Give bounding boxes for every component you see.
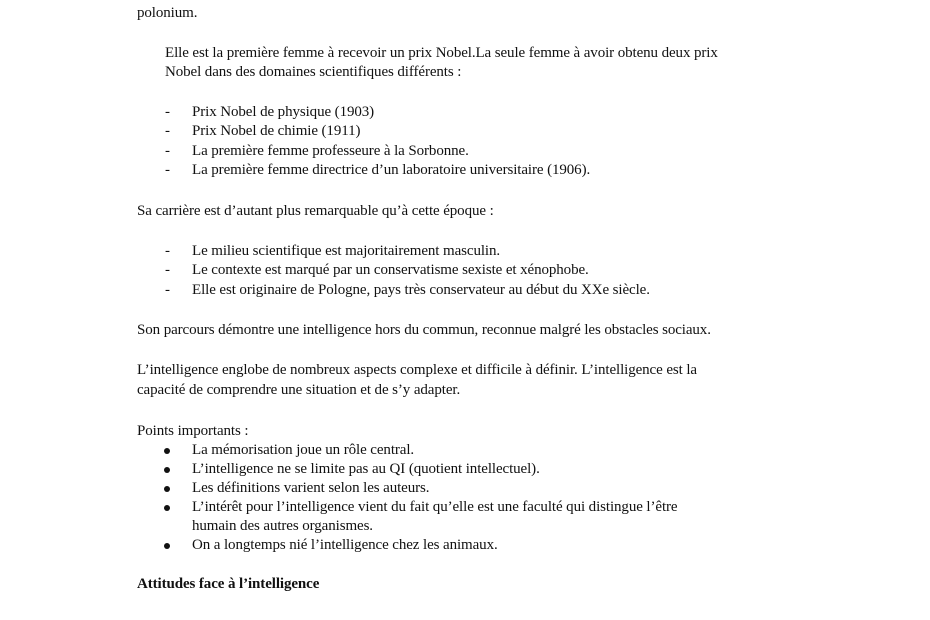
bullet-dot: [164, 486, 170, 492]
dash-marker: -: [165, 243, 170, 259]
dash-marker: -: [165, 282, 170, 298]
dash-marker: -: [165, 104, 170, 120]
dash-marker: -: [165, 262, 170, 278]
achievement-item: Prix Nobel de chimie (1911): [192, 123, 361, 139]
context-item: Le contexte est marqué par un conservatisme sexiste et xénophobe.: [192, 262, 589, 278]
dash-marker: -: [165, 143, 170, 159]
bullet-dot: [164, 448, 170, 454]
nobel-paragraph-line-1: Elle est la première femme à recevoir un prix Nobel.La seule femme à avoir obtenu deux prix: [165, 45, 718, 61]
point-item: L’intelligence ne se limite pas au QI (quotient intellectuel).: [192, 461, 540, 477]
achievement-item: La première femme professeure à la Sorbonne.: [192, 143, 469, 159]
section-heading: Attitudes face à l’intelligence: [137, 576, 320, 592]
point-item-continuation: humain des autres organismes.: [192, 518, 373, 534]
points-heading: Points importants :: [137, 423, 249, 439]
point-item: L’intérêt pour l’intelligence vient du fait qu’elle est une faculté qui distingue l’être: [192, 499, 678, 515]
top-fragment-text: polonium.: [137, 5, 198, 21]
bullet-dot: [164, 543, 170, 549]
dash-marker: -: [165, 123, 170, 139]
bullet-dot: [164, 505, 170, 511]
bullet-dot: [164, 467, 170, 473]
definition-line-1: L’intelligence englobe de nombreux aspects complexe et difficile à définir. L’intelligence est la: [137, 362, 697, 378]
achievement-item: Prix Nobel de physique (1903): [192, 104, 375, 120]
definition-line-2: capacité de comprendre une situation et de s’y adapter.: [137, 382, 461, 398]
context-item: Elle est originaire de Pologne, pays très conservateur au début du XXe siècle.: [192, 282, 650, 298]
nobel-paragraph-line-2: Nobel dans des domaines scientifiques différents :: [165, 64, 462, 80]
context-item: Le milieu scientifique est majoritairement masculin.: [192, 243, 501, 259]
point-item: La mémorisation joue un rôle central.: [192, 442, 415, 458]
point-item: On a longtemps nié l’intelligence chez les animaux.: [192, 537, 498, 553]
parcours-text: Son parcours démontre une intelligence hors du commun, reconnue malgré les obstacles sociaux.: [137, 322, 711, 338]
dash-marker: -: [165, 162, 170, 178]
point-item: Les définitions varient selon les auteurs.: [192, 480, 430, 496]
achievement-item: La première femme directrice d’un laboratoire universitaire (1906).: [192, 162, 591, 178]
career-intro-text: Sa carrière est d’autant plus remarquable qu’à cette époque :: [137, 203, 494, 219]
